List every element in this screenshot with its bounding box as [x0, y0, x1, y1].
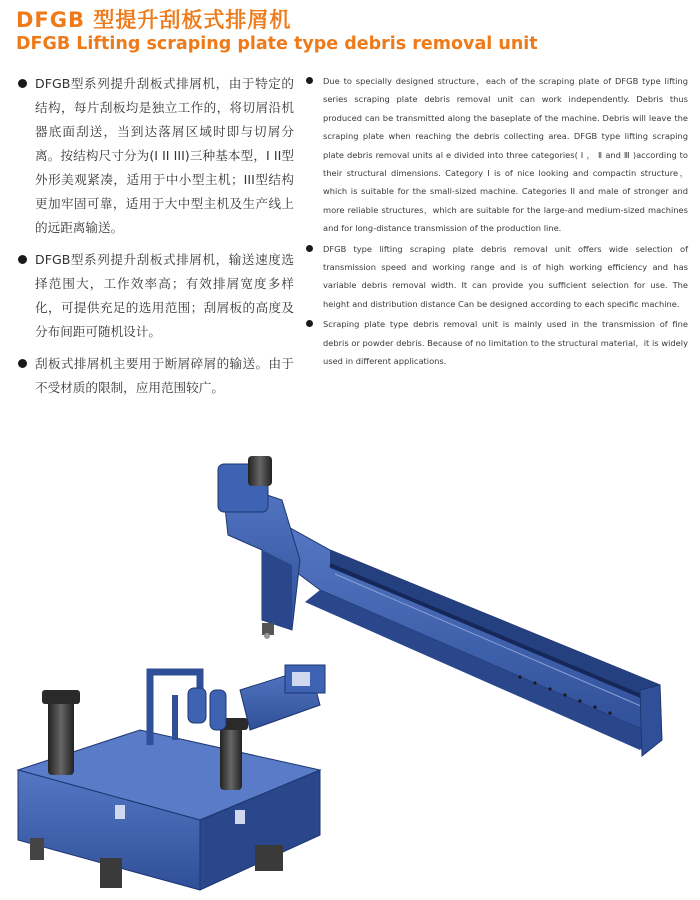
en-bullet-1 — [306, 72, 688, 238]
bullet-dot-icon — [306, 77, 313, 84]
cn-paragraph: DFGB型系列提升刮板式排屑机，由于特定的结构，每片刮板均是独立工作的，将切屑沿机器底面刮送，当到达落屑区域时即与切屑分离。按结构尺寸分为(I II III)三种基本型，I II型外形美观紧凑，适用于中小型主机；III型结构更加牢固可靠，适用于大中型主机及生产线上的远距离输送。 — [35, 76, 294, 235]
en-bullet-3 — [306, 315, 688, 370]
cn-paragraph: 刮板式排屑机主要用于断屑碎屑的输送。由于不受材质的限制，应用范围较广。 — [35, 356, 294, 395]
en-paragraph: DFGB type lifting scraping plate debris removal unit offers wide selection of transmission speed and working range and is of high working efficiency and has variable debris removal width. It can provide you sufficient selection for use. The height and distribution distance Can be designed according to each specific machine. — [323, 243, 688, 309]
product-photo — [0, 440, 700, 900]
coolant-tank-unit — [18, 665, 325, 890]
chinese-description-column — [18, 72, 294, 408]
en-bullet-2 — [306, 240, 688, 314]
cn-bullet-2 — [18, 248, 294, 344]
bullet-dot-icon — [18, 359, 27, 368]
en-paragraph: Scraping plate type debris removal unit is mainly used in the transmission of fine debris or powder debris. Because of no limitation to the structural material，it is widely used in different applications. — [323, 319, 688, 367]
english-description-column — [306, 72, 688, 373]
title-cn: DFGB 型提升刮板式排屑机 — [16, 8, 292, 32]
en-paragraph: Due to specially designed structure，each of the scraping plate of DFGB type lifting series scraping plate debris removal unit can work independently. Debris thus produced can be transmitted along the baseplate of the machine. Debris will leave the scraping plate when reaching the debris collecting area. DFGB type lifting scraping plate debris removal units al e divided into three categories( Ⅰ ， Ⅱ and Ⅲ )according to their structural dimensions. Category I is of nice looking and compactin structure，which is suitable for the small-sized machine. Categories II and male of stronger and more reliable structures，which are suitable for the large-and medium-sized machines and for long-distance transmission of the production line. — [323, 76, 688, 234]
cn-paragraph: DFGB型系列提升刮板式排屑机，输送速度选择范围大，工作效率高；有效排屑宽度多样化，可提供充足的选用范围；刮屑板的高度及分布间距可随机设计。 — [35, 252, 294, 339]
cn-bullet-3 — [18, 352, 294, 400]
title-en: DFGB Lifting scraping plate type debris removal unit — [16, 34, 538, 54]
bullet-dot-icon — [18, 79, 27, 88]
cn-bullet-1 — [18, 72, 294, 240]
bullet-dot-icon — [306, 320, 313, 327]
bullet-dot-icon — [18, 255, 27, 264]
bullet-dot-icon — [306, 245, 313, 252]
